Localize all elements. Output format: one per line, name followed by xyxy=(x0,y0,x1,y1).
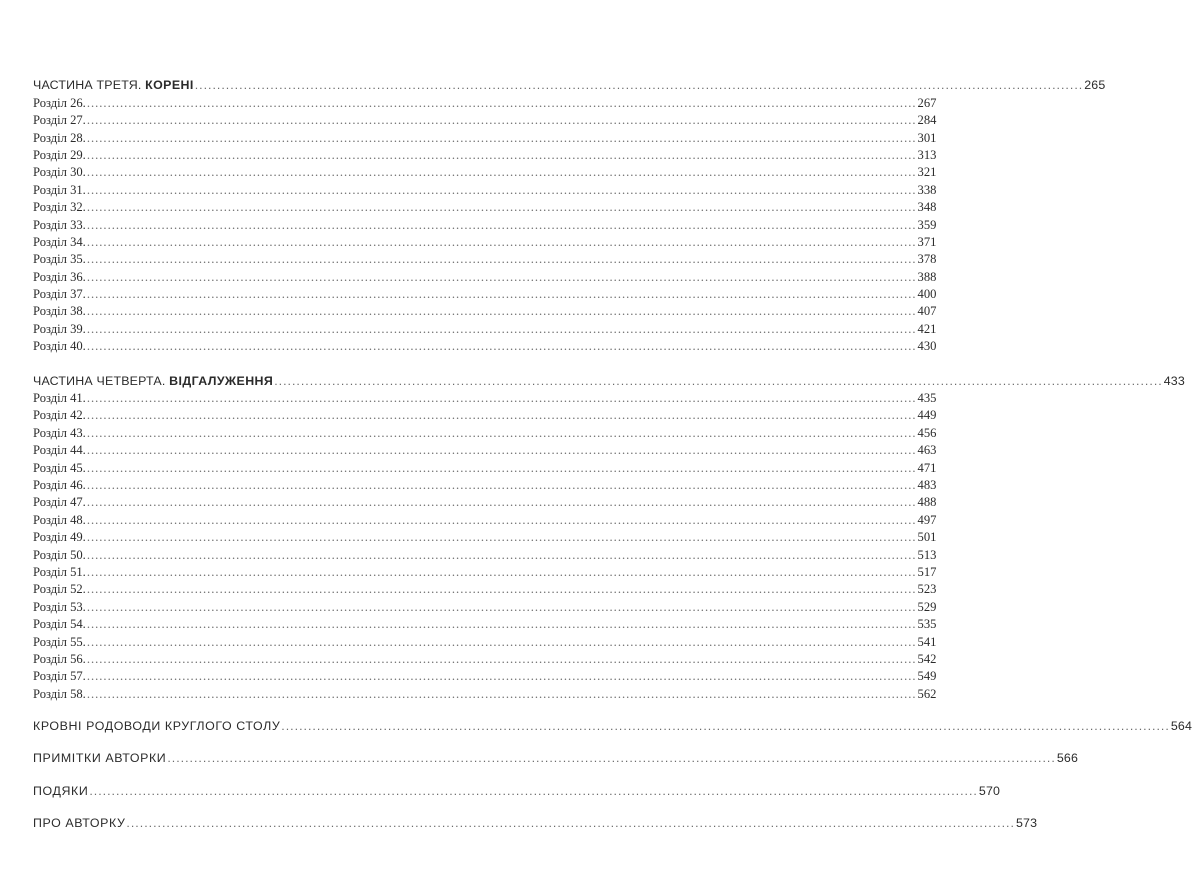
chapter-entry xyxy=(33,651,937,668)
page-number: 529 xyxy=(917,599,937,614)
dot-leader: ........................................................................................................................................................................................................ xyxy=(86,147,917,162)
page-number: 359 xyxy=(917,217,937,232)
dot-leader: ........................................................................................................................................................................................................ xyxy=(86,234,917,249)
entry-label: ПОДЯКИ xyxy=(33,783,89,798)
entry-label: Розділ 34. xyxy=(33,234,86,249)
back-matter-entry xyxy=(33,718,1192,735)
page-number: 435 xyxy=(917,391,937,406)
page-number: 562 xyxy=(917,686,937,701)
chapter-entry xyxy=(33,685,937,702)
page-number: 542 xyxy=(917,651,937,666)
page-number: 570 xyxy=(978,783,1001,798)
part-label xyxy=(33,77,194,94)
chapter-entry xyxy=(33,181,937,198)
entry-label: Розділ 29. xyxy=(33,147,86,162)
chapter-entry xyxy=(33,459,937,476)
entry-label: Розділ 48. xyxy=(33,512,86,527)
chapter-entry xyxy=(33,164,937,181)
entry-label: Розділ 43. xyxy=(33,425,86,440)
entry-label: Розділ 45. xyxy=(33,460,86,475)
page-number: 421 xyxy=(917,321,937,336)
entry-label: Розділ 49. xyxy=(33,530,86,545)
dot-leader: ........................................................................................................................................................................................................ xyxy=(86,304,917,319)
page-number: 488 xyxy=(917,495,937,510)
spacer xyxy=(33,703,511,718)
chapter-entry xyxy=(33,616,937,633)
dot-leader: ........................................................................................................................................................................................................ xyxy=(194,78,1084,93)
dot-leader: ........................................................................................................................................................................................................ xyxy=(86,495,917,510)
entry-label: Розділ 44. xyxy=(33,443,86,458)
page-number: 541 xyxy=(917,634,937,649)
entry-label: Розділ 55. xyxy=(33,634,86,649)
entry-label: Розділ 30. xyxy=(33,165,86,180)
dot-leader: ........................................................................................................................................................................................................ xyxy=(86,321,917,336)
page-number: 267 xyxy=(917,95,937,110)
chapter-entry xyxy=(33,424,937,441)
entry-label: Розділ 50. xyxy=(33,547,86,562)
dot-leader: ........................................................................................................................................................................................................ xyxy=(86,408,917,423)
entry-label: Розділ 26. xyxy=(33,95,86,110)
dot-leader: ........................................................................................................................................................................................................ xyxy=(86,269,917,284)
chapter-entry xyxy=(33,564,937,581)
dot-leader: ........................................................................................................................................................................................................ xyxy=(86,477,917,492)
entry-label: Розділ 51. xyxy=(33,564,86,579)
dot-leader: ........................................................................................................................................................................................................ xyxy=(86,200,917,215)
dot-leader: ........................................................................................................................................................................................................ xyxy=(86,182,917,197)
page-number: 463 xyxy=(917,443,937,458)
chapter-entry xyxy=(33,633,937,650)
chapter-entry xyxy=(33,529,937,546)
dot-leader: ........................................................................................................................................................................................................ xyxy=(86,113,917,128)
page-number: 313 xyxy=(917,147,937,162)
entry-label: Розділ 39. xyxy=(33,321,86,336)
dot-leader: ........................................................................................................................................................................................................ xyxy=(86,564,917,579)
dot-leader: ........................................................................................................................................................................................................ xyxy=(86,547,917,562)
chapter-entry xyxy=(33,407,937,424)
dot-leader: ........................................................................................................................................................................................................ xyxy=(86,425,917,440)
entry-label: КРОВНІ РОДОВОДИ КРУГЛОГО СТОЛУ xyxy=(33,719,281,734)
part-heading xyxy=(33,77,1106,94)
dot-leader: ........................................................................................................................................................................................................ xyxy=(86,443,917,458)
chapter-entry xyxy=(33,94,937,111)
chapter-list xyxy=(33,94,937,355)
chapter-entry xyxy=(33,511,937,528)
entry-label: Розділ 28. xyxy=(33,130,86,145)
part-label xyxy=(33,373,273,390)
entry-label: Розділ 32. xyxy=(33,200,86,215)
chapter-entry xyxy=(33,320,937,337)
entry-label: Розділ 58. xyxy=(33,686,86,701)
page-number: 449 xyxy=(917,408,937,423)
chapter-entry xyxy=(33,286,937,303)
dot-leader: ........................................................................................................................................................................................................ xyxy=(86,287,917,302)
part-prefix: ЧАСТИНА ЧЕТВЕРТА. xyxy=(33,373,166,388)
spacer xyxy=(33,735,511,750)
chapter-entry xyxy=(33,147,937,164)
chapter-entry xyxy=(33,477,937,494)
page-number: 371 xyxy=(917,234,937,249)
page-number: 573 xyxy=(1015,816,1038,831)
part-title: КОРЕНІ xyxy=(145,78,194,93)
chapter-entry xyxy=(33,251,937,268)
chapter-entry xyxy=(33,216,937,233)
chapter-entry xyxy=(33,268,937,285)
part-heading xyxy=(33,372,1185,389)
entry-label: Розділ 52. xyxy=(33,582,86,597)
entry-label: Розділ 41. xyxy=(33,391,86,406)
entry-label: Розділ 46. xyxy=(33,477,86,492)
table-of-contents xyxy=(33,77,1192,832)
page-number: 483 xyxy=(917,477,937,492)
page-number: 388 xyxy=(917,269,937,284)
page-number: 321 xyxy=(917,165,937,180)
dot-leader: ........................................................................................................................................................................................................ xyxy=(274,373,1163,388)
page-number: 456 xyxy=(917,425,937,440)
chapter-entry xyxy=(33,546,937,563)
chapter-entry xyxy=(33,129,937,146)
page-number: 501 xyxy=(917,530,937,545)
entry-label: Розділ 31. xyxy=(33,182,86,197)
dot-leader: ........................................................................................................................................................................................................ xyxy=(86,130,917,145)
page-number: 517 xyxy=(917,564,937,579)
page-number: 301 xyxy=(917,130,937,145)
chapter-entry xyxy=(33,442,937,459)
dot-leader: ........................................................................................................................................................................................................ xyxy=(86,252,917,267)
dot-leader: ........................................................................................................................................................................................................ xyxy=(86,217,917,232)
dot-leader: ........................................................................................................................................................................................................ xyxy=(86,460,917,475)
page-number: 471 xyxy=(917,460,937,475)
dot-leader: ........................................................................................................................................................................................................ xyxy=(86,339,917,354)
dot-leader: ........................................................................................................................................................................................................ xyxy=(86,669,917,684)
entry-label: ПРИМІТКИ АВТОРКИ xyxy=(33,751,167,766)
chapter-entry xyxy=(33,199,937,216)
page-number: 513 xyxy=(917,547,937,562)
dot-leader: ........................................................................................................................................................................................................ xyxy=(86,634,917,649)
back-matter-list xyxy=(33,703,1192,833)
entry-label: Розділ 35. xyxy=(33,252,86,267)
dot-leader: ........................................................................................................................................................................................................ xyxy=(86,95,917,110)
page-number: 535 xyxy=(917,617,937,632)
dot-leader: ........................................................................................................................................................................................................ xyxy=(86,530,917,545)
dot-leader: ........................................................................................................................................................................................................ xyxy=(86,512,917,527)
entry-label: Розділ 40. xyxy=(33,339,86,354)
chapter-entry xyxy=(33,303,937,320)
spacer xyxy=(33,767,511,782)
dot-leader: ........................................................................................................................................................................................................ xyxy=(281,719,1170,734)
entry-label: Розділ 53. xyxy=(33,599,86,614)
chapter-entry xyxy=(33,668,937,685)
chapter-entry xyxy=(33,598,937,615)
back-matter-entry xyxy=(33,815,1038,832)
page-number: 265 xyxy=(1084,78,1106,93)
back-matter-entry xyxy=(33,750,1079,767)
chapter-entry xyxy=(33,112,937,129)
page-number: 433 xyxy=(1163,373,1185,388)
dot-leader: ........................................................................................................................................................................................................ xyxy=(86,582,917,597)
page-number: 284 xyxy=(917,113,937,128)
chapter-list xyxy=(33,390,937,703)
page-number: 348 xyxy=(917,200,937,215)
entry-label: Розділ 38. xyxy=(33,304,86,319)
page-number: 430 xyxy=(917,339,937,354)
page-number: 378 xyxy=(917,252,937,267)
entry-label: Розділ 57. xyxy=(33,669,86,684)
page-number: 338 xyxy=(917,182,937,197)
spacer xyxy=(33,800,511,815)
page-number: 407 xyxy=(917,304,937,319)
entry-label: Розділ 37. xyxy=(33,287,86,302)
dot-leader: ........................................................................................................................................................................................................ xyxy=(86,599,917,614)
entry-label: Розділ 54. xyxy=(33,617,86,632)
chapter-entry xyxy=(33,390,937,407)
chapter-entry xyxy=(33,338,937,355)
page-number: 549 xyxy=(917,669,937,684)
chapter-entry xyxy=(33,494,937,511)
page-number: 523 xyxy=(917,582,937,597)
dot-leader: ........................................................................................................................................................................................................ xyxy=(86,165,917,180)
page-number: 497 xyxy=(917,512,937,527)
entry-label: Розділ 36. xyxy=(33,269,86,284)
part-title: ВІДГАЛУЖЕННЯ xyxy=(169,373,274,388)
page-number: 566 xyxy=(1056,751,1079,766)
part-prefix: ЧАСТИНА ТРЕТЯ. xyxy=(33,78,142,93)
entry-label: Розділ 33. xyxy=(33,217,86,232)
chapter-entry xyxy=(33,581,937,598)
page-number: 400 xyxy=(917,287,937,302)
dot-leader: ........................................................................................................................................................................................................ xyxy=(86,651,917,666)
dot-leader: ........................................................................................................................................................................................................ xyxy=(126,816,1015,831)
entry-label: Розділ 56. xyxy=(33,651,86,666)
spacer xyxy=(33,355,511,372)
back-matter-entry xyxy=(33,782,1001,799)
entry-label: Розділ 42. xyxy=(33,408,86,423)
dot-leader: ........................................................................................................................................................................................................ xyxy=(167,751,1056,766)
page-number: 564 xyxy=(1170,719,1192,734)
dot-leader: ........................................................................................................................................................................................................ xyxy=(86,686,917,701)
chapter-entry xyxy=(33,234,937,251)
entry-label: ПРО АВТОРКУ xyxy=(33,816,126,831)
dot-leader: ........................................................................................................................................................................................................ xyxy=(86,391,917,406)
entry-label: Розділ 27. xyxy=(33,113,86,128)
entry-label: Розділ 47. xyxy=(33,495,86,510)
dot-leader: ........................................................................................................................................................................................................ xyxy=(86,617,917,632)
dot-leader: ........................................................................................................................................................................................................ xyxy=(89,783,978,798)
